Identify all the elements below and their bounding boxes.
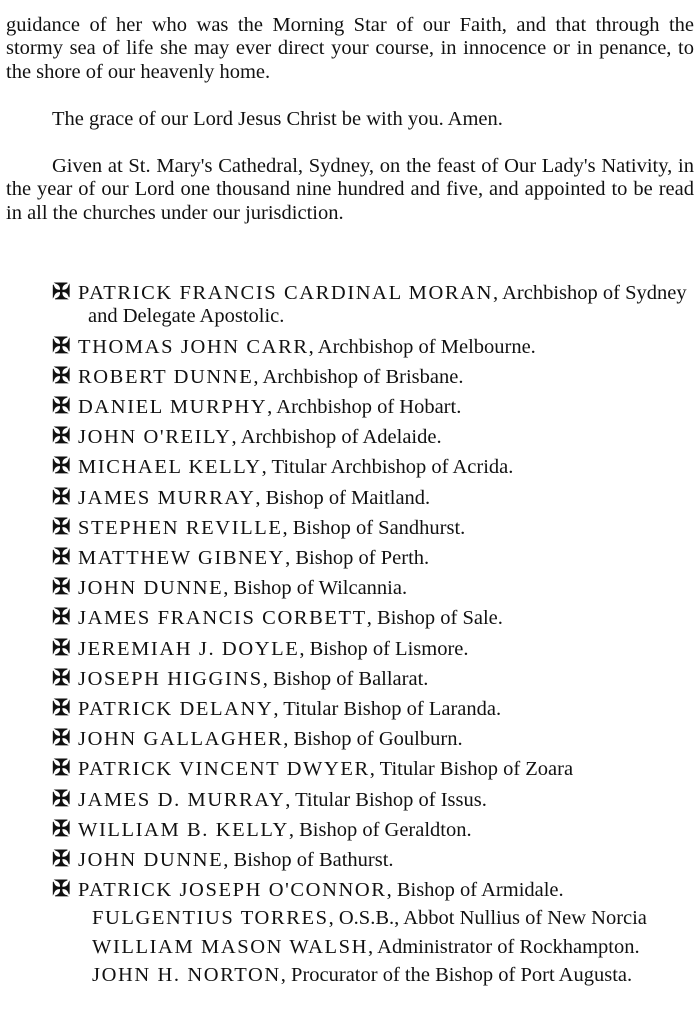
signatory-entry [0, 964, 698, 987]
signatory-entry [0, 280, 698, 329]
signatory-title: , Titular Bishop of Laranda. [273, 698, 502, 721]
signatory-title: , Archbishop of Adelaide. [231, 426, 442, 449]
signatory-entry [0, 817, 698, 842]
maltese-cross-icon: ✠ [52, 604, 71, 630]
signatory-entry [0, 545, 698, 570]
signatory-name: MICHAEL KELLY [78, 456, 262, 479]
maltese-cross-icon: ✠ [52, 725, 71, 751]
signatory-entry [0, 726, 698, 751]
signatory-title: , Titular Bishop of Issus. [285, 788, 487, 811]
signatory-title: , Bishop of Wilcannia. [223, 577, 408, 600]
signatory-name: JAMES FRANCIS CORBETT [78, 607, 367, 630]
maltese-cross-icon: ✠ [52, 664, 71, 690]
signatory-title: , Procurator of the Bishop of Port Augusta. [280, 963, 633, 986]
signatory-name: ROBERT DUNNE [78, 365, 254, 388]
signatory-entry [0, 364, 698, 389]
signatory-name: JAMES MURRAY [78, 486, 256, 509]
maltese-cross-icon: ✠ [52, 453, 71, 479]
signatory-name: JOSEPH HIGGINS [78, 667, 263, 690]
signatory-entry [0, 756, 698, 781]
signatory-entry [0, 454, 698, 479]
signatory-name: PATRICK VINCENT DWYER [78, 758, 370, 781]
signatory-title: , Archbishop of Hobart. [267, 396, 462, 419]
signatory-title: , Archbishop of Sydney and Delegate Apostolic. [88, 282, 687, 328]
signatory-name: DANIEL MURPHY [78, 396, 268, 419]
signatory-entry [0, 334, 698, 359]
signatory-entry [0, 605, 698, 630]
signatory-title: , Bishop of Lismore. [299, 637, 469, 660]
maltese-cross-icon: ✠ [52, 362, 71, 388]
signatory-title: , Administrator of Rockhampton. [368, 935, 640, 958]
signatory-name: JOHN DUNNE [78, 849, 224, 872]
signatory-name: THOMAS JOHN CARR [78, 335, 309, 358]
maltese-cross-icon: ✠ [52, 393, 71, 419]
signatory-name: WILLIAM B. KELLY [78, 818, 289, 841]
signatory-entry [0, 907, 698, 930]
signatory-entry [0, 515, 698, 540]
signatory-title: , Bishop of Goulburn. [283, 728, 463, 751]
signatory-name: JOHN H. NORTON [92, 963, 281, 986]
signatory-entry [0, 877, 698, 902]
signatory-name: PATRICK DELANY [78, 698, 274, 721]
signatory-title: , Bishop of Sandhurst. [282, 516, 466, 539]
signatory-list [0, 280, 700, 992]
maltese-cross-icon: ✠ [52, 695, 71, 721]
maltese-cross-icon: ✠ [52, 785, 71, 811]
maltese-cross-icon: ✠ [52, 332, 71, 358]
maltese-cross-icon: ✠ [52, 755, 71, 781]
closing-paragraph: guidance of her who was the Morning Star of our Faith, and that through the stormy sea of life she may ever direct your course, in innocence or in penance, to the shore of our heavenly home. [6, 14, 694, 83]
maltese-cross-icon: ✠ [52, 483, 71, 509]
signatory-name: PATRICK JOSEPH O'CONNOR [78, 879, 387, 902]
maltese-cross-icon: ✠ [52, 544, 71, 570]
signatory-name: JOHN O'REILY [78, 426, 232, 449]
maltese-cross-icon: ✠ [52, 876, 71, 902]
signatory-title: , O.S.B., Abbot Nullius of New Norcia [328, 907, 647, 930]
signatory-name: JAMES D. MURRAY [78, 788, 286, 811]
signatory-title: , Titular Archbishop of Acrida. [261, 456, 514, 479]
maltese-cross-icon: ✠ [52, 279, 71, 304]
maltese-cross-icon: ✠ [52, 634, 71, 660]
signatory-title: , Titular Bishop of Zoara [369, 758, 574, 781]
signatory-entry [0, 936, 698, 959]
maltese-cross-icon: ✠ [52, 846, 71, 872]
signatory-title: , Bishop of Maitland. [255, 486, 431, 509]
dating-paragraph: Given at St. Mary's Cathedral, Sydney, on the feast of Our Lady's Nativity, in the year of our Lord one thousand nine hundred and five, and appointed to be read in all the churches under our jurisdiction. [6, 155, 694, 224]
signatory-name: PATRICK FRANCIS CARDINAL MORAN [78, 282, 493, 304]
signatory-name: WILLIAM MASON WALSH [92, 935, 369, 958]
signatory-name: FULGENTIUS TORRES [92, 907, 329, 930]
signatory-title: , Bishop of Sale. [366, 607, 503, 630]
maltese-cross-icon: ✠ [52, 513, 71, 539]
signatory-title: , Bishop of Armidale. [386, 879, 564, 902]
signatory-title: , Bishop of Ballarat. [262, 667, 429, 690]
blessing-paragraph: The grace of our Lord Jesus Christ be with you. Amen. [52, 108, 503, 130]
signatory-entry [0, 424, 698, 449]
maltese-cross-icon: ✠ [52, 423, 71, 449]
signatory-entry [0, 636, 698, 661]
signatory-title: , Bishop of Bathurst. [223, 849, 394, 872]
signatory-name: JOHN GALLAGHER [78, 728, 284, 751]
signatory-title: , Bishop of Perth. [285, 547, 430, 570]
signatory-entry [0, 666, 698, 691]
signatory-entry [0, 394, 698, 419]
signatory-title: , Bishop of Geraldton. [288, 818, 472, 841]
signatory-name: MATTHEW GIBNEY [78, 547, 286, 570]
signatory-entry [0, 847, 698, 872]
signatory-name: JEREMIAH J. DOYLE [78, 637, 300, 660]
signatory-entry [0, 575, 698, 600]
signatory-name: JOHN DUNNE [78, 577, 224, 600]
maltese-cross-icon: ✠ [52, 815, 71, 841]
signatory-entry [0, 787, 698, 812]
maltese-cross-icon: ✠ [52, 574, 71, 600]
signatory-title: , Archbishop of Brisbane. [253, 365, 464, 388]
signatory-entry [0, 696, 698, 721]
signatory-entry [0, 485, 698, 510]
signatory-name: STEPHEN REVILLE [78, 516, 283, 539]
signatory-title: , Archbishop of Melbourne. [308, 335, 536, 358]
